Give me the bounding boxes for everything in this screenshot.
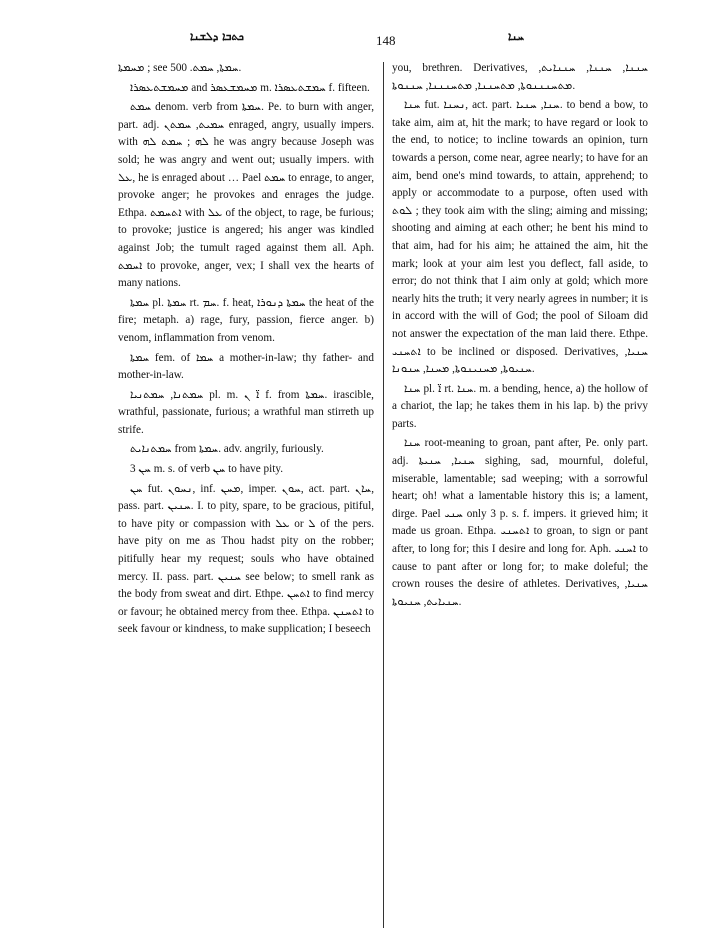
running-head-syriac-right: ܚܢܐ — [508, 30, 525, 43]
entry-hmet-verb: ܚܡܬ denom. verb from ܚܡܬܐ. Pe. to burn with anger, part. adj. ܚܡܝܬ, ܚܡܬܢ enraged, angry, usually impers. with ܠܗ ; ܚܡܬ ܠܗ he was angry because Joseph was sold; he was angry and went out; usually impers. with ܥܠ, he is enraged about … Pael ܚܡܬ to enrage, to anger, provoke anger; he provokes and enrages the judge. Ethpa. ܐܬܚܡܬ with ܥܠ of the object, to rage, be furious; to provoke; justice is angered; his anger was kindled against Job; the tumult raged against them all. Aph. ܐܚܡܬ to provoke, anger, vex; I shall vex the hearts of many nations. — [118, 101, 375, 290]
entry-hemta-heat: ܚܡܬܐ pl. ܚܡܬܐ rt. ܚܡ. f. heat, ܚܡܬܐ ܕܢܘܪܐ the heat of the fire; metaph. a) rage, fury, passion, fierce anger. b) venom, inflammation from venom. — [118, 296, 375, 344]
entry-hmata-mother-in-law: ܚܡܬܐ fem. of ܚܡܐ a mother-in-law; thy father- and mother-in-law. — [118, 351, 374, 382]
entry-fifteen: ܡܚܡܫܬܥܣܪܐ and ܡܚܡܫܥܣܪ m. ܚܡܫܬܥܣܪܐ f. fifteen. — [130, 81, 370, 94]
left-column — [118, 60, 374, 641]
running-head-syriac-left: ܟܬܒܐ ܕܠܫܢܐ — [190, 30, 244, 43]
entry-continuation-derivatives: you, brethren. Derivatives, ܚܢܢܐ, ܚܢܢܐ, ܚܢܢܐܝܬ, ܡܬܚܢܢܢܘܬܐ, ܡܬܚܢܢܐ, ܡܬܚܢܢܢܐ, ܚܢܢܘܬܐ. — [392, 62, 648, 92]
entry-mhamta: ܡܚܡܬܐ ; see ܚܡܬܐ, ܚܡܬ. 500. — [118, 62, 242, 74]
entry-han-3ms: ܚܢ 3 m. s. of verb ܚܢ to have pity. — [130, 463, 284, 476]
page-number: 148 — [376, 33, 396, 48]
entry-hemtana-irascible: ܚܡܬܢܐ, ܚܡܬܢܝܐ pl. m. ܐ̈ ܢ f. from ܚܡܬܐ. irascible, wrathful, passionate, furious; a wrathful man stirreth up strife. — [118, 388, 374, 436]
entry-hna-bending-noun: ܚܢܐ pl. ܐ̈ rt. ܚܢܐ. m. a bending, hence, a) the hollow of a chariot, the lap; he takes them in his lap. b) the privy parts. — [392, 382, 648, 430]
entry-hemtanaith-adverb: ܚܡܬܢܐܝܬ from ܚܡܬܐ. adv. angrily, furiously. — [130, 443, 324, 456]
entry-hna-groan: ܚܢܐ root-meaning to groan, pant after, Pe. only part. adj. ܚܢܝܐ, ܚܢܝܬܐ sighing, sad, mournful, doleful, miserable, lamentable; sad weeping; with a sorrowful heart; oh! what a lamentable history this is; a lament, dirge. Pael ܚܢܝ only 3 p. s. f. impers. it grieved him; it made us groan. Ethpa. ܐܬܚܢܝ to groan, to sign or pant after, to long for; this I desire and long for. Aph. ܐܚܢܝ to cause to pant after or long for; to make doleful; the crown rouses the desire of athletes. Derivatives, ܚܢܝܐ, ܚܢܝܐܝܬ, ܚܢܝܘܬܐ. — [392, 437, 649, 608]
column-divider — [383, 62, 384, 928]
right-column — [392, 60, 648, 613]
entry-hna-bend: ܚܢܐ fut. ܢܚܢܐ, act. part. ܚܢܐ, ܚܢܝܐ. to bend a bow, to take aim, aim at, hit the mark; to have regard or look to the end, to notice; to incline towards an opinion, turn towards a person, come near, agree nearly; to have for an aim, bend one's mind towards, to attain, apprehend; to apply or accommodate to a purpose, often used with ܠܘܬ ; they took aim with the sling; aiming and missing; shooting and aiming at each other; he bent his mind to that aim, had for his aim; he attained the aim, hit the mark; look at your aim lest you deflect, fall aside, to error; do not think that I aim only at gold; which more nearly hits the truth; it very nearly agrees in number; it is in accord with the will of God; the pool of Siloam did not answer the expectation of the man laid there. Ethpe. ܐܬܚܢܝ to be inclined or disposed. Derivatives, ܚܢܝܐ, ܚܢܝܘܬܐ, ܡܚܢܝܢܘܬܐ, ܡܚܢܐ, ܚܢܘܢܐ. — [392, 99, 648, 376]
entry-han-pity: ܚܢ fut. ܢܚܘܢ, inf. ܡܚܢ, imper. ܚܘܢ, act. part. ܚܐܢ, pass. part. ܚܢܝܢ. I. to pity, spare, to be gracious, pitiful, to have pity or compassion with ܥܠ or ܠ of the pers. have pity on me as Thou hadst pity on the robber; pitifully hear my request; souls who have obtained mercy. II. pass. part. ܚܢܝܢ see below; to smell rank as the body from sweat and dirt. Ethpe. ܐܬܚܢ to find mercy or favour; he obtained mercy from thee. Ethpa. ܐܬܚܢܢ to seek favour or kindness, to make supplication; I beseech — [118, 482, 375, 636]
